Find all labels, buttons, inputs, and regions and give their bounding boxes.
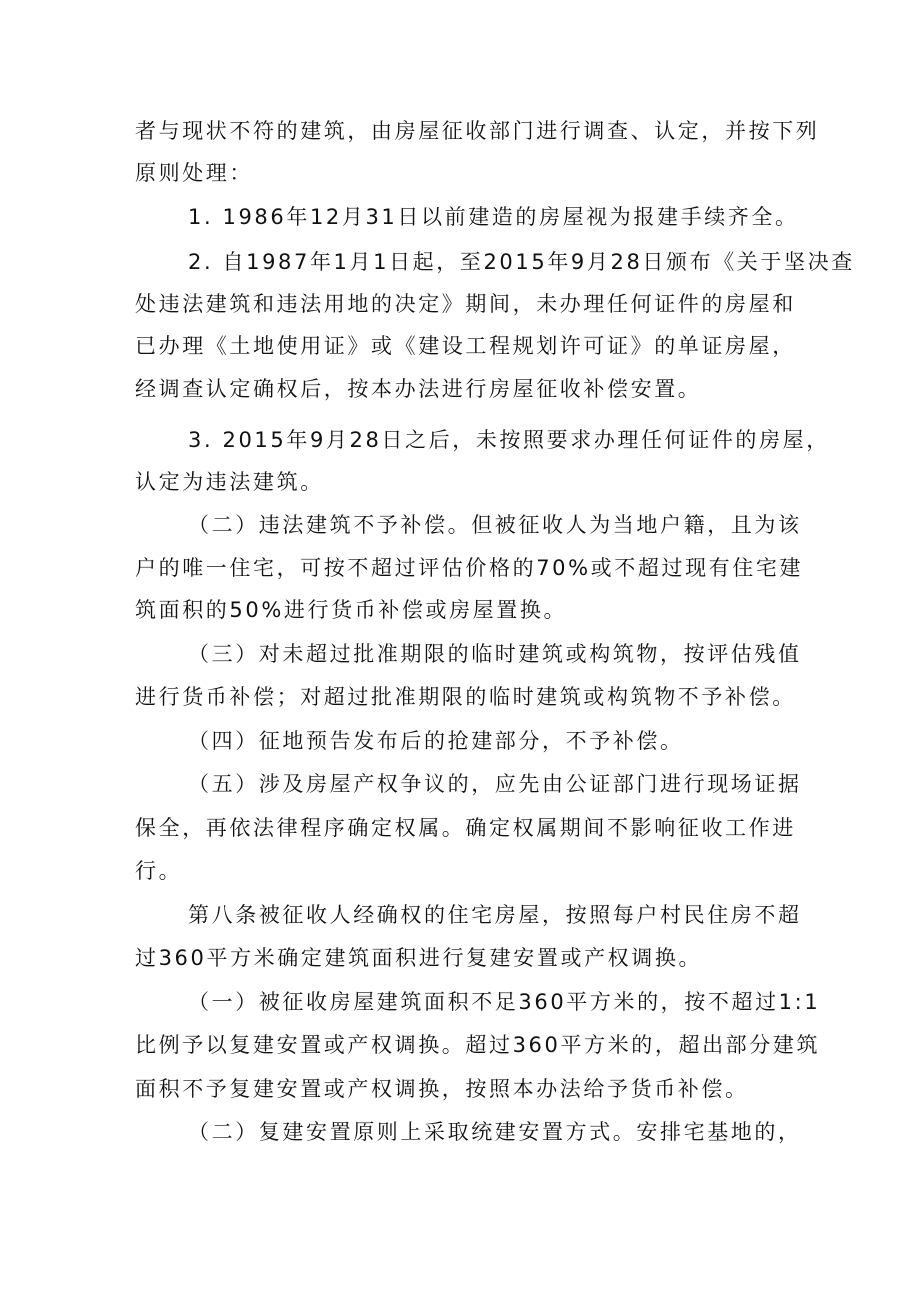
text-line: 过360平方米确定建筑面积进行复建安置或产权调换。 (135, 946, 703, 970)
text-line: 认定为违法建筑。 (135, 470, 324, 494)
text-line: 第八条被征收人经确权的住宅房屋，按照每户村民住房不超 (188, 903, 802, 927)
text-line: 1. 1986年12月31日以前建造的房屋视为报建手续齐全。 (188, 205, 799, 229)
text-line: （二）复建安置原则上采取统建安置方式。安排宅基地的， (188, 1120, 802, 1144)
text-line: 经调查认定确权后，按本办法进行房屋征收补偿安置。 (135, 377, 702, 401)
text-line: 行。 (135, 859, 183, 883)
text-line: （五）涉及房屋产权争议的，应先由公证部门进行现场证据 (188, 772, 802, 796)
text-line: 已办理《土地使用证》或《建设工程规划许可证》的单证房屋， (135, 334, 796, 358)
text-line: 保全，再依法律程序确定权属。确定权属期间不影响征收工作进 (135, 816, 796, 840)
text-line: 比例予以复建安置或产权调换。超过360平方米的，超出部分建筑 (135, 1033, 821, 1057)
text-line: 原则处理： (135, 161, 253, 185)
text-line: （二）违法建筑不予补偿。但被征收人为当地户籍，且为该 (188, 513, 802, 537)
text-line: （一）被征收房屋建筑面积不足360平方米的，按不超过1:1 (188, 990, 821, 1014)
text-line: 处违法建筑和违法用地的决定》期间，未办理任何证件的房屋和 (135, 292, 796, 316)
text-line: 筑面积的50%进行货币补偿或房屋置换。 (135, 598, 568, 622)
text-line: 进行货币补偿；对超过批准期限的临时建筑或构筑物不予补偿。 (135, 685, 796, 709)
text-line: （三）对未超过批准期限的临时建筑或构筑物，按评估残值 (188, 642, 802, 666)
text-line: 面积不予复建安置或产权调换，按照本办法给予货币补偿。 (135, 1077, 749, 1101)
text-line: 户的唯一住宅，可按不超过评估价格的70%或不超过现有住宅建 (135, 556, 804, 580)
text-line: 者与现状不符的建筑，由房屋征收部门进行调查、认定，并按下列 (135, 119, 820, 143)
text-line: 2. 自1987年1月1日起，至2015年9月28日颁布《关于坚决查 (188, 250, 855, 274)
text-line: 3. 2015年9月28日之后，未按照要求办理任何证件的房屋， (188, 428, 830, 452)
text-line: （四）征地预告发布后的抢建部分，不予补偿。 (188, 729, 684, 753)
